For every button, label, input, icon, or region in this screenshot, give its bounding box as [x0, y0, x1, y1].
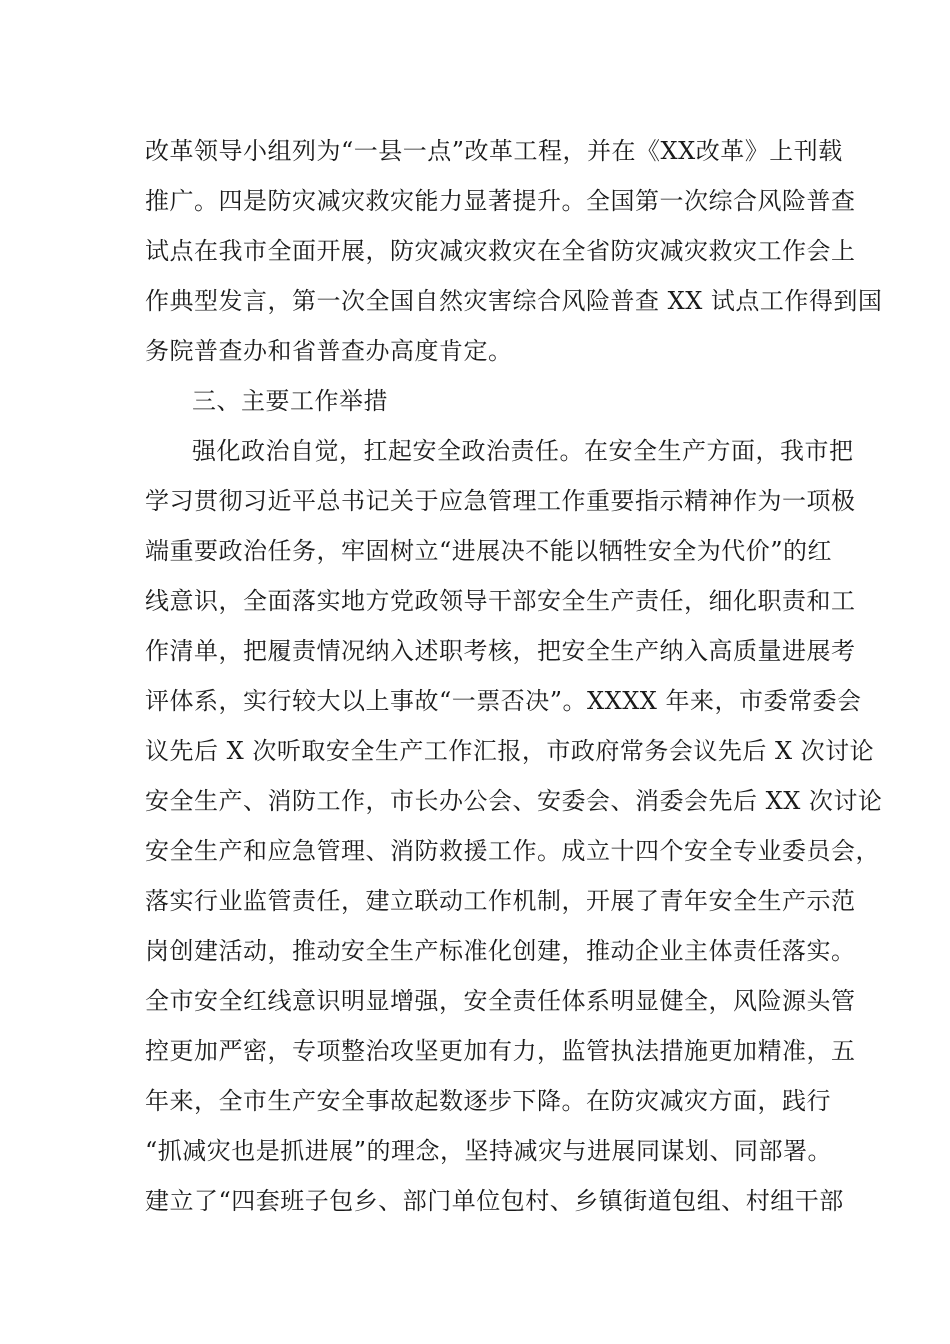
paragraph-line: 落实行业监管责任，建立联动工作机制，开展了青年安全生产示范 — [145, 887, 856, 915]
paragraph-line: 岗创建活动，推动安全生产标准化创建，推动企业主体责任落实。 — [145, 937, 856, 965]
paragraph-line: 建立了“四套班子包乡、部门单位包村、乡镇街道包组、村组干部 — [145, 1187, 844, 1215]
section-heading: 三、主要工作举措 — [192, 387, 388, 415]
paragraph-line: 端重要政治任务，牢固树立“进展决不能以牺牲安全为代价”的红 — [145, 537, 833, 565]
paragraph-line: 务院普查办和省普查办高度肯定。 — [145, 337, 513, 365]
paragraph-line: 作典型发言，第一次全国自然灾害综合风险普查 XX 试点工作得到国 — [145, 287, 883, 315]
paragraph-line: 作清单，把履责情况纳入述职考核，把安全生产纳入高质量进展考 — [145, 637, 856, 665]
paragraph-line: 强化政治自觉，扛起安全政治责任。在安全生产方面，我市把 — [192, 437, 854, 465]
paragraph-line: 学习贯彻习近平总书记关于应急管理工作重要指示精神作为一项极 — [145, 487, 856, 515]
paragraph-line: 安全生产、消防工作，市长办公会、安委会、消委会先后 XX 次讨论 — [145, 787, 883, 815]
paragraph-line: 推广。四是防灾减灾救灾能力显著提升。全国第一次综合风险普查 — [145, 187, 856, 215]
paragraph-line: 试点在我市全面开展，防灾减灾救灾在全省防灾减灾救灾工作会上 — [145, 237, 856, 265]
paragraph-line: 年来，全市生产安全事故起数逐步下降。在防灾减灾方面，践行 — [145, 1087, 831, 1115]
paragraph-line: 改革领导小组列为“一县一点”改革工程，并在《XX改革》上刊载 — [145, 137, 843, 165]
paragraph-line: “抓减灾也是抓进展”的理念，坚持减灾与进展同谋划、同部署。 — [145, 1137, 833, 1165]
paragraph-line: 安全生产和应急管理、消防救援工作。成立十四个安全专业委员会， — [145, 837, 880, 865]
paragraph-line: 议先后 X 次听取安全生产工作汇报，市政府常务会议先后 X 次讨论 — [145, 737, 875, 765]
paragraph-line: 线意识，全面落实地方党政领导干部安全生产责任，细化职责和工 — [145, 587, 856, 615]
paragraph-line: 控更加严密，专项整治攻坚更加有力，监管执法措施更加精准，五 — [145, 1037, 856, 1065]
paragraph-line: 评体系，实行较大以上事故“一票否决”。XXXX 年来，市委常委会 — [145, 687, 862, 715]
paragraph-line: 全市安全红线意识明显增强，安全责任体系明显健全，风险源头管 — [145, 987, 856, 1015]
